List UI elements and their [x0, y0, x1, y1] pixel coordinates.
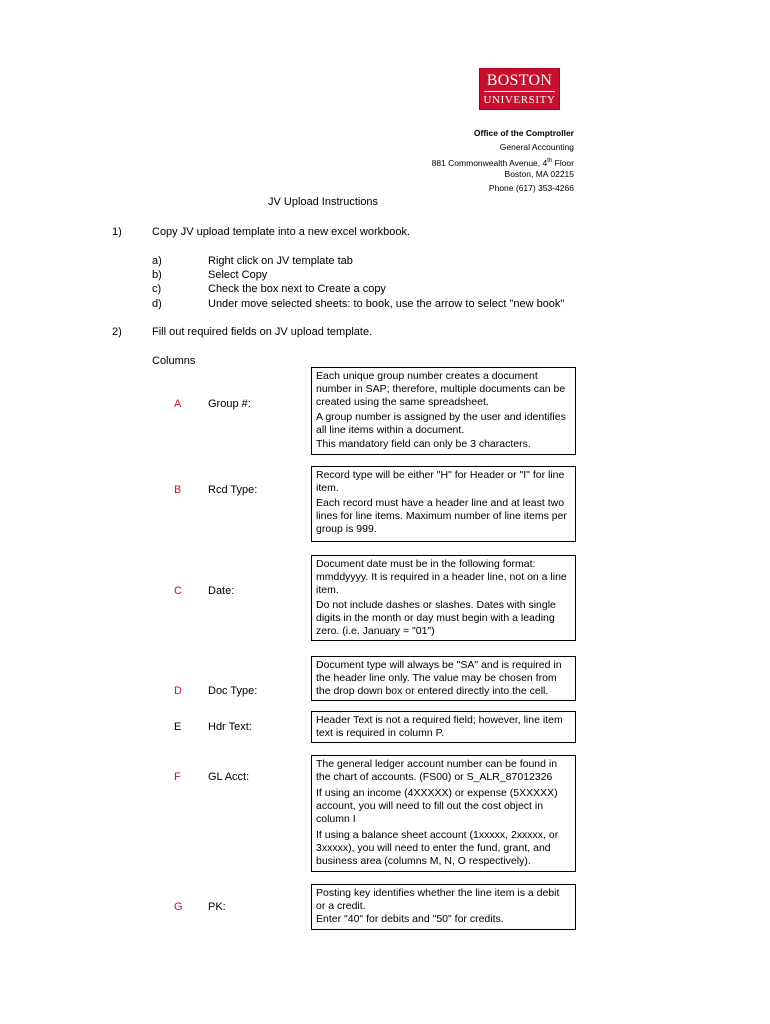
description-para: Document type will always be "SA" and is required in the header line only. The value may be chosen from the drop down box or entered directly into the cell. [316, 659, 562, 697]
column-letter: A [174, 398, 182, 410]
column-label: Doc Type: [208, 685, 258, 697]
description-para: Each record must have a header line and at least two lines for line items. Maximum number of line items per group is 999. [316, 497, 567, 535]
column-label: Hdr Text: [208, 721, 252, 733]
description-para: If using a balance sheet account (1xxxxx, 2xxxxx, or 3xxxxx), you will need to enter the fund, grant, and business area (columns M, N, O respectively). [316, 829, 559, 867]
columns-label: Columns [152, 355, 196, 367]
column-letter: E [174, 721, 182, 733]
column-letter: B [174, 484, 182, 496]
page-title: JV Upload Instructions [268, 196, 379, 208]
street-sup: th [547, 158, 553, 164]
logo-line2: UNIVERSITY [483, 94, 556, 106]
street-post: Floor [552, 157, 574, 168]
boston-university-logo [479, 68, 560, 110]
step1-item-label: c) [152, 283, 162, 295]
step1-item-label: b) [152, 269, 162, 281]
column-description-box [311, 755, 576, 872]
column-letter: F [174, 771, 181, 783]
column-description-box [311, 466, 576, 542]
column-description-box [311, 367, 576, 455]
street-pre: 881 Commonwealth Avenue, 4 [431, 157, 548, 168]
step1-item-text: Right click on JV template tab [208, 255, 353, 267]
description-para: Posting key identifies whether the line item is a debit or a credit. [316, 887, 560, 912]
office-phone: Phone (617) 353-4266 [488, 183, 574, 193]
step2-number: 2) [112, 326, 122, 338]
description-para: Enter "40" for debits and "50" for credits. [316, 913, 504, 925]
column-label: Group #: [208, 398, 251, 410]
step1-number: 1) [112, 226, 122, 238]
step1-item-text: Check the box next to Create a copy [208, 283, 386, 295]
step1-item-label: d) [152, 298, 162, 310]
description-para: Record type will be either "H" for Header or "I" for line item. [316, 469, 565, 494]
column-letter: G [174, 901, 183, 913]
description-para: Header Text is not a required field; however, line item text is required in column P. [316, 714, 563, 739]
column-label: PK: [208, 901, 226, 913]
office-street [432, 156, 574, 169]
column-label: Rcd Type: [208, 484, 258, 496]
description-para: Document date must be in the following format: mmddyyyy. It is required in a header line, not on a line item. [316, 558, 567, 596]
step2-text: Fill out required fields on JV upload template. [152, 326, 373, 338]
office-name: Office of the Comptroller [473, 128, 574, 138]
column-description-box [311, 656, 576, 701]
step1-text: Copy JV upload template into a new excel workbook. [152, 226, 411, 238]
step1-item-text: Select Copy [208, 269, 268, 281]
description-para: This mandatory field can only be 3 characters. [316, 438, 531, 450]
description-para: Do not include dashes or slashes. Dates with single digits in the month or day must begin with a leading zero. (i.e. January = "01") [316, 599, 556, 637]
step1-item-text: Under move selected sheets: to book, use the arrow to select "new book" [208, 298, 565, 310]
column-description-box [311, 711, 576, 743]
column-description-box [311, 555, 576, 641]
column-letter: C [174, 585, 182, 597]
logo-rule [484, 91, 555, 92]
step1-item-label: a) [152, 255, 162, 267]
column-label: GL Acct: [208, 771, 250, 783]
logo-line1: BOSTON [486, 72, 553, 89]
column-label: Date: [208, 585, 235, 597]
column-description-box [311, 884, 576, 930]
office-dept: General Accounting [499, 142, 574, 152]
description-para: Each unique group number creates a document number in SAP; therefore, multiple documents can be created using the same spreadsheet. [316, 370, 566, 408]
office-city: Boston, MA 02215 [504, 169, 574, 179]
description-para: The general ledger account number can be found in the chart of accounts. (FS00) or S_ALR_87012326 [316, 758, 558, 783]
description-para: A group number is assigned by the user and identifies all line items within a document. [316, 411, 566, 436]
column-letter: D [174, 685, 182, 697]
description-para: If using an income (4XXXXX) or expense (5XXXXX) account, you will need to fill out the cost object in column I [316, 787, 558, 825]
